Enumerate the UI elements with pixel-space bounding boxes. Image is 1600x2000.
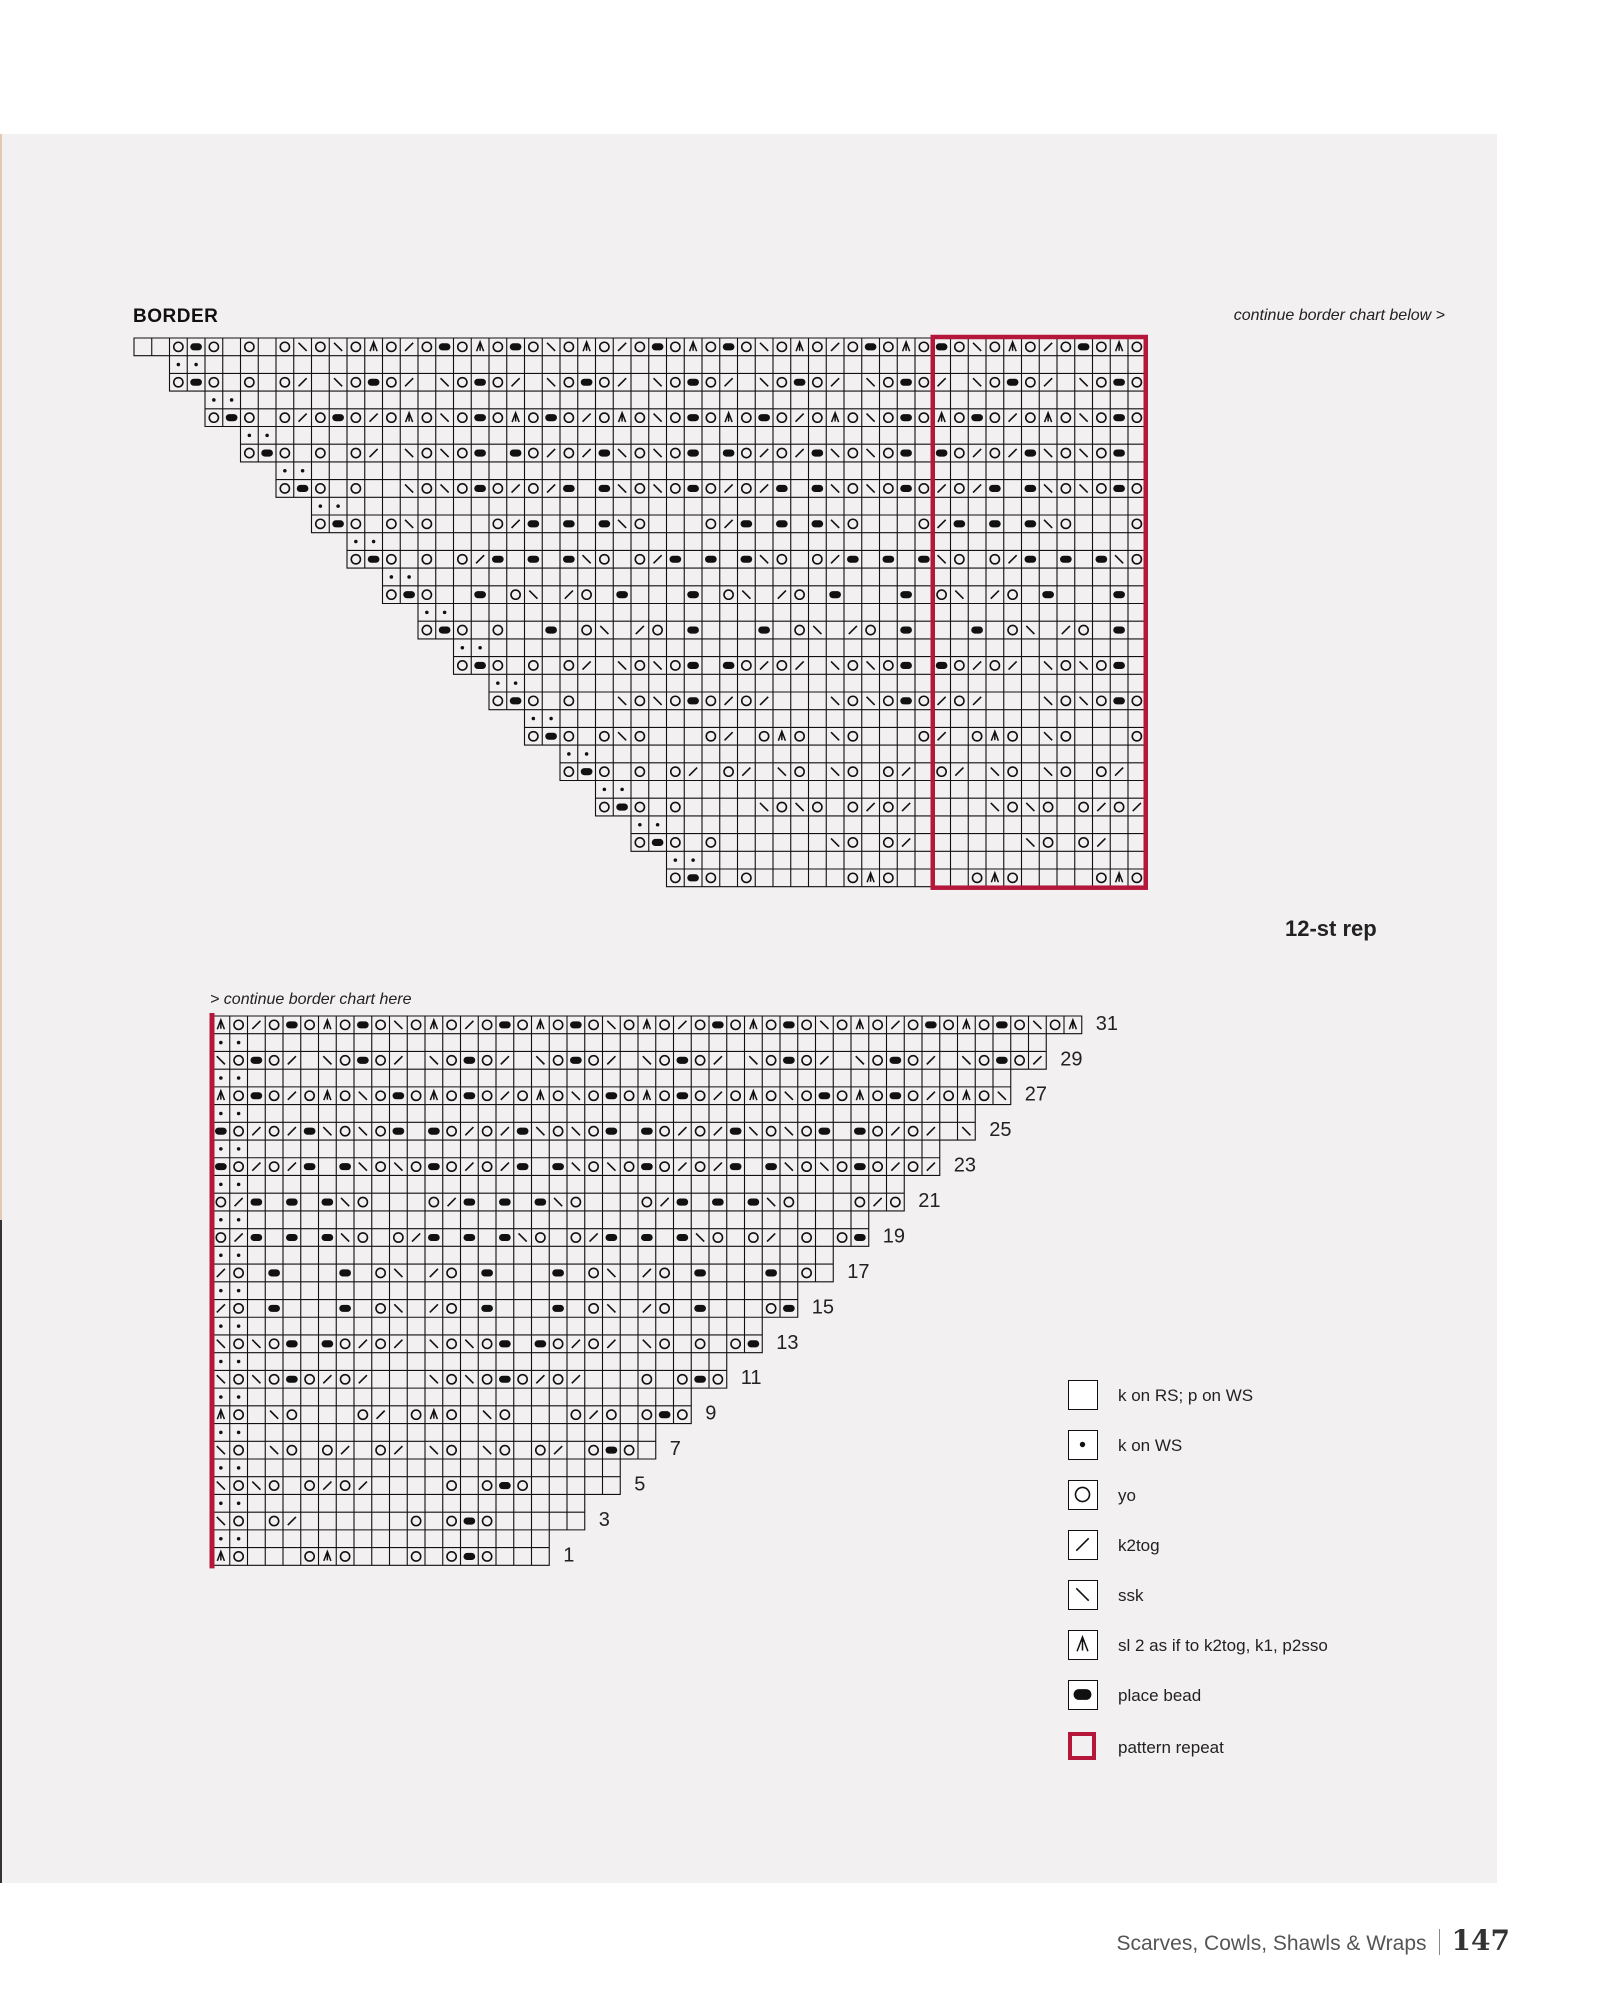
legend-item [1068,1732,1388,1766]
continue-note-bottom: > continue border chart here [210,991,412,1008]
row-number-23: 23 [953,1154,976,1177]
continue-note-top: continue border chart below > [1233,307,1445,324]
row-number-11: 11 [740,1367,762,1390]
legend-label: k on RS; p on WS [1118,1386,1254,1405]
legend-item [1068,1380,1388,1414]
legend-item [1068,1480,1388,1514]
legend-label: k on WS [1118,1436,1183,1455]
repeat-label: 12-st rep [1285,916,1377,941]
legend-label: k2tog [1118,1536,1160,1555]
yo-circle-icon [1068,1480,1098,1510]
legend-item [1068,1430,1388,1464]
row-number-31: 31 [1095,1012,1118,1035]
row-number-19: 19 [882,1225,905,1248]
legend-label: sl 2 as if to k2tog, k1, p2sso [1118,1636,1328,1655]
bead-pill-icon [1068,1680,1098,1710]
legend-item [1068,1680,1388,1714]
row-number-13: 13 [776,1331,799,1354]
footer-separator [1439,1929,1440,1955]
page-footer [1117,1924,1511,1957]
row-number-29: 29 [1060,1048,1083,1071]
row-number-21: 21 [918,1190,941,1213]
top-grid [134,338,1146,887]
row-number-5: 5 [634,1473,646,1496]
page-number: 147 [1451,1924,1510,1957]
row-number-1: 1 [563,1544,575,1567]
row-number-27: 27 [1024,1083,1047,1106]
k2tog-slash-icon [1068,1530,1098,1560]
book-title: Scarves, Cowls, Shawls & Wraps [1116,1932,1427,1955]
border-chart-top [134,338,1146,887]
border-chart-bottom [212,1016,1082,1565]
ssk-backslash-icon [1068,1580,1098,1610]
row-number-9: 9 [705,1402,717,1425]
legend-item [1068,1630,1388,1664]
repeat-box-icon [1068,1732,1096,1760]
row-number-7: 7 [669,1438,681,1461]
knit-square-icon [1068,1380,1098,1410]
legend-item [1068,1530,1388,1564]
legend-label: place bead [1118,1686,1202,1705]
row-number-17: 17 [847,1260,870,1283]
row-number-25: 25 [989,1119,1012,1142]
row-number-3: 3 [598,1508,610,1531]
legend-label: pattern repeat [1118,1738,1224,1757]
chart-title: BORDER [133,306,219,327]
purl-dot-icon [1068,1430,1098,1460]
cdd-caret-icon [1068,1630,1098,1660]
legend-label: ssk [1118,1586,1144,1605]
row-number-15: 15 [811,1296,834,1319]
legend-label: yo [1118,1486,1136,1505]
legend-item [1068,1580,1388,1614]
